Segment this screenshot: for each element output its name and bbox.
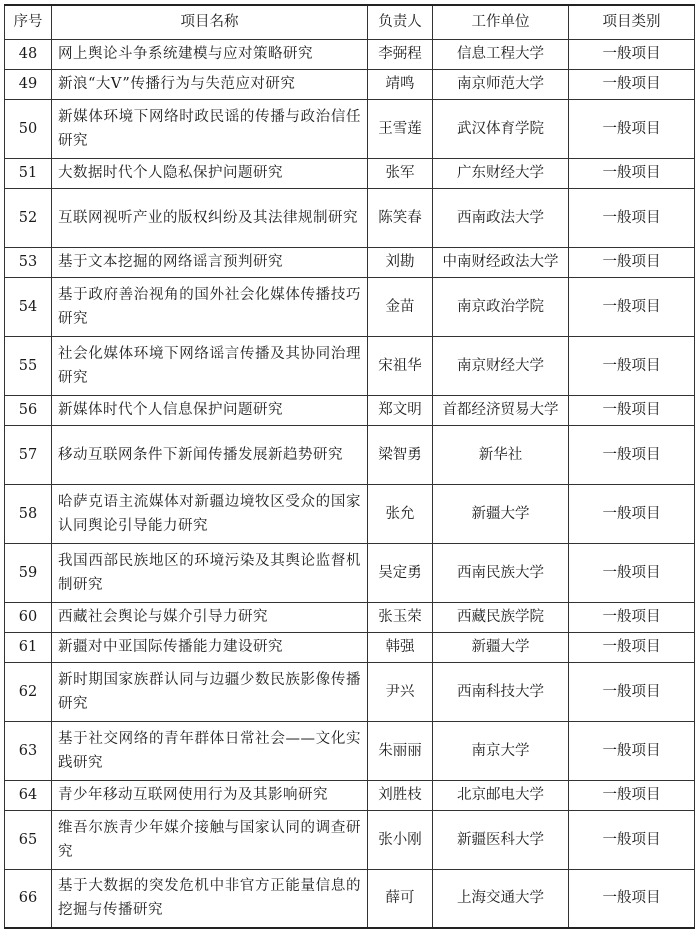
cell-leader: 张小刚 (368, 810, 433, 869)
cell-project-category: 一般项目 (569, 99, 695, 158)
cell-leader: 朱丽丽 (368, 721, 433, 780)
table-row (5, 602, 695, 632)
cell-serial-number: 53 (5, 247, 52, 277)
cell-project-name: 维吾尔族青少年媒介接触与国家认同的调查研究 (52, 810, 368, 869)
cell-project-name: 新媒体时代个人信息保护问题研究 (52, 395, 368, 425)
project-table (4, 4, 695, 929)
cell-serial-number: 58 (5, 484, 52, 543)
cell-project-category: 一般项目 (569, 188, 695, 247)
cell-project-category: 一般项目 (569, 810, 695, 869)
cell-work-unit: 南京师范大学 (433, 69, 569, 99)
cell-project-category: 一般项目 (569, 425, 695, 484)
cell-leader: 张允 (368, 484, 433, 543)
cell-serial-number: 62 (5, 662, 52, 721)
cell-project-name: 新时期国家族群认同与边疆少数民族影像传播研究 (52, 662, 368, 721)
cell-serial-number: 59 (5, 543, 52, 602)
cell-project-name: 大数据时代个人隐私保护问题研究 (52, 158, 368, 188)
cell-leader: 宋祖华 (368, 336, 433, 395)
cell-work-unit: 广东财经大学 (433, 158, 569, 188)
cell-work-unit: 北京邮电大学 (433, 780, 569, 810)
cell-work-unit: 武汉体育学院 (433, 99, 569, 158)
cell-serial-number: 57 (5, 425, 52, 484)
cell-leader: 张玉荣 (368, 602, 433, 632)
cell-project-category: 一般项目 (569, 632, 695, 662)
cell-leader: 吴定勇 (368, 543, 433, 602)
cell-project-name: 基于文本挖掘的网络谣言预判研究 (52, 247, 368, 277)
cell-work-unit: 新疆大学 (433, 632, 569, 662)
cell-project-category: 一般项目 (569, 336, 695, 395)
cell-leader: 尹兴 (368, 662, 433, 721)
cell-project-name: 社会化媒体环境下网络谣言传播及其协同治理研究 (52, 336, 368, 395)
cell-project-name: 我国西部民族地区的环境污染及其舆论监督机制研究 (52, 543, 368, 602)
table-row (5, 39, 695, 69)
table-row (5, 247, 695, 277)
cell-project-category: 一般项目 (569, 395, 695, 425)
cell-serial-number: 66 (5, 869, 52, 928)
cell-work-unit: 新疆大学 (433, 484, 569, 543)
cell-leader: 薛可 (368, 869, 433, 928)
cell-serial-number: 63 (5, 721, 52, 780)
cell-serial-number: 64 (5, 780, 52, 810)
cell-leader: 陈笑春 (368, 188, 433, 247)
cell-work-unit: 西南科技大学 (433, 662, 569, 721)
cell-project-name: 基于大数据的突发危机中非官方正能量信息的挖掘与传播研究 (52, 869, 368, 928)
cell-leader: 李弼程 (368, 39, 433, 69)
table-row (5, 395, 695, 425)
table-row (5, 69, 695, 99)
cell-leader: 梁智勇 (368, 425, 433, 484)
cell-serial-number: 51 (5, 158, 52, 188)
cell-project-name: 网上舆论斗争系统建模与应对策略研究 (52, 39, 368, 69)
table-row (5, 99, 695, 158)
cell-work-unit: 南京政治学院 (433, 277, 569, 336)
cell-serial-number: 65 (5, 810, 52, 869)
table-row (5, 662, 695, 721)
table-row (5, 484, 695, 543)
cell-leader: 金苗 (368, 277, 433, 336)
cell-project-category: 一般项目 (569, 869, 695, 928)
cell-work-unit: 中南财经政法大学 (433, 247, 569, 277)
table-row (5, 277, 695, 336)
cell-leader: 王雪莲 (368, 99, 433, 158)
cell-work-unit: 上海交通大学 (433, 869, 569, 928)
cell-serial-number: 48 (5, 39, 52, 69)
table-row (5, 425, 695, 484)
cell-project-name: 新疆对中亚国际传播能力建设研究 (52, 632, 368, 662)
cell-work-unit: 新疆医科大学 (433, 810, 569, 869)
table-row (5, 543, 695, 602)
table-row (5, 188, 695, 247)
cell-project-name: 哈萨克语主流媒体对新疆边境牧区受众的国家认同舆论引导能力研究 (52, 484, 368, 543)
cell-project-category: 一般项目 (569, 602, 695, 632)
table-row (5, 632, 695, 662)
cell-project-category: 一般项目 (569, 543, 695, 602)
cell-project-name: 新媒体环境下网络时政民谣的传播与政治信任研究 (52, 99, 368, 158)
cell-project-name: 西藏社会舆论与媒介引导力研究 (52, 602, 368, 632)
header-project-name: 项目名称 (52, 5, 368, 39)
cell-leader: 郑文明 (368, 395, 433, 425)
cell-project-name: 青少年移动互联网使用行为及其影响研究 (52, 780, 368, 810)
cell-leader: 靖鸣 (368, 69, 433, 99)
cell-project-category: 一般项目 (569, 780, 695, 810)
table-row (5, 336, 695, 395)
header-work-unit: 工作单位 (433, 5, 569, 39)
header-leader: 负责人 (368, 5, 433, 39)
cell-work-unit: 信息工程大学 (433, 39, 569, 69)
cell-project-category: 一般项目 (569, 662, 695, 721)
cell-project-name: 互联网视听产业的版权纠纷及其法律规制研究 (52, 188, 368, 247)
cell-leader: 刘胜枝 (368, 780, 433, 810)
table-row (5, 810, 695, 869)
cell-project-name: 移动互联网条件下新闻传播发展新趋势研究 (52, 425, 368, 484)
cell-work-unit: 南京大学 (433, 721, 569, 780)
cell-serial-number: 56 (5, 395, 52, 425)
cell-project-name: 新浪“大V”传播行为与失范应对研究 (52, 69, 368, 99)
cell-serial-number: 52 (5, 188, 52, 247)
cell-leader: 韩强 (368, 632, 433, 662)
cell-leader: 刘勘 (368, 247, 433, 277)
cell-project-category: 一般项目 (569, 721, 695, 780)
cell-project-category: 一般项目 (569, 484, 695, 543)
cell-serial-number: 55 (5, 336, 52, 395)
header-project-category: 项目类别 (569, 5, 695, 39)
cell-leader: 张军 (368, 158, 433, 188)
cell-serial-number: 49 (5, 69, 52, 99)
table-row (5, 158, 695, 188)
cell-work-unit: 西南政法大学 (433, 188, 569, 247)
cell-work-unit: 首都经济贸易大学 (433, 395, 569, 425)
cell-work-unit: 西南民族大学 (433, 543, 569, 602)
cell-serial-number: 54 (5, 277, 52, 336)
cell-serial-number: 60 (5, 602, 52, 632)
table-row (5, 869, 695, 928)
header-serial-number: 序号 (5, 5, 52, 39)
cell-project-category: 一般项目 (569, 158, 695, 188)
table-header-row (5, 5, 695, 39)
cell-serial-number: 61 (5, 632, 52, 662)
cell-project-category: 一般项目 (569, 277, 695, 336)
cell-project-name: 基于政府善治视角的国外社会化媒体传播技巧研究 (52, 277, 368, 336)
table-row (5, 780, 695, 810)
cell-work-unit: 西藏民族学院 (433, 602, 569, 632)
cell-project-category: 一般项目 (569, 69, 695, 99)
cell-work-unit: 南京财经大学 (433, 336, 569, 395)
cell-work-unit: 新华社 (433, 425, 569, 484)
cell-project-category: 一般项目 (569, 39, 695, 69)
table-row (5, 721, 695, 780)
cell-project-name: 基于社交网络的青年群体日常社会——文化实践研究 (52, 721, 368, 780)
cell-serial-number: 50 (5, 99, 52, 158)
cell-project-category: 一般项目 (569, 247, 695, 277)
